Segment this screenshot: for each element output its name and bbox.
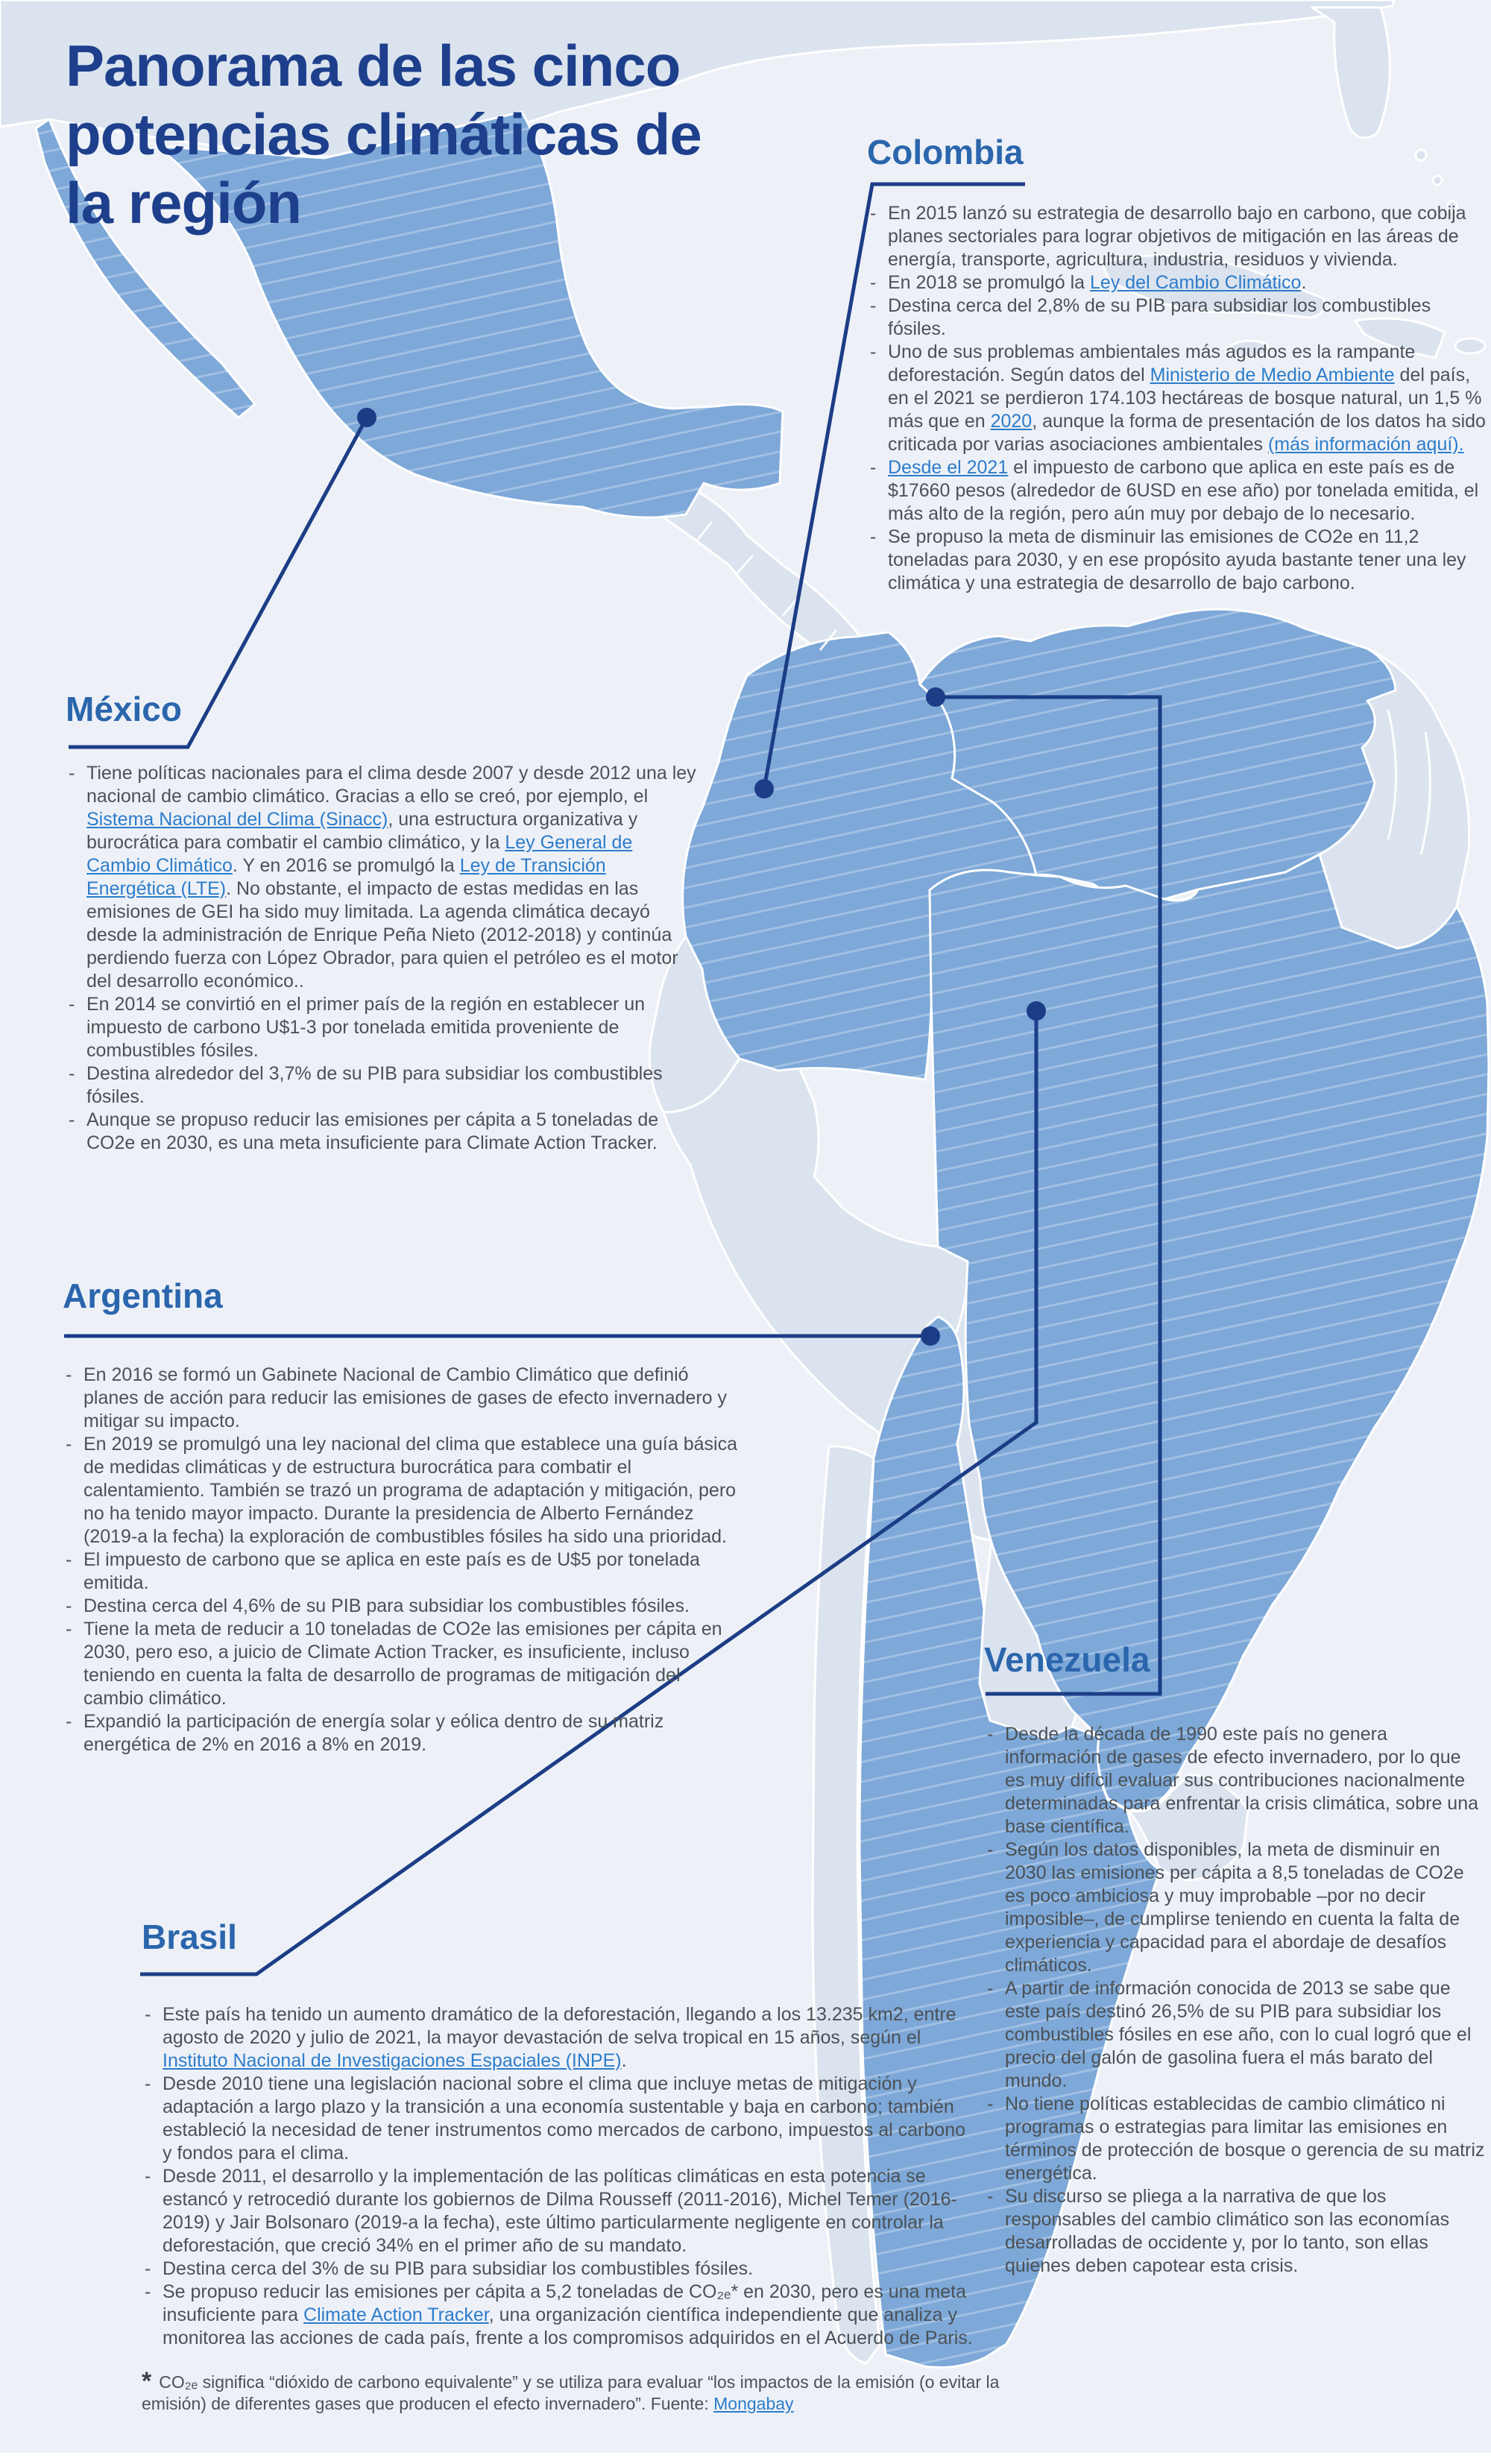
inline-link[interactable]: Sistema Nacional del Clima (Sinacc) (86, 809, 388, 830)
country-heading-venezuela: Venezuela (984, 1640, 1150, 1679)
inline-link[interactable]: Ley de Transición Energética (LTE) (86, 855, 606, 899)
text-run: . (621, 2050, 627, 2071)
inline-link[interactable]: Desde el 2021 (888, 457, 1009, 478)
bullet-item (142, 2003, 980, 2073)
bullet-item (867, 341, 1489, 456)
footnote-marker: * (142, 2367, 152, 2395)
text-run: Se propuso la meta de disminuir las emisiones de CO2e en 11,2 toneladas para 2030, y en ese propósito ayuda bastante tener una ley climática y una estrategia de desarrollo de bajo carbono. (888, 526, 1466, 593)
text-run: Tiene políticas nacionales para el clima desde 2007 y desde 2012 una ley nacional de cambio climático. Gracias a ello se creó, por ejemplo, el (86, 763, 696, 807)
page-title: Panorama de las cinco potencias climáticas de la región (66, 33, 702, 236)
bullet-item (63, 1618, 743, 1710)
inline-link[interactable]: Ley General de Cambio Climático (86, 832, 633, 876)
bullet-item (142, 2281, 980, 2350)
text-run: del país, en el 2021 se perdieron 174.103 hectáreas de bosque natural, un 1,5 % más que en (888, 365, 1482, 432)
country-bullets-argentina (63, 1364, 743, 1756)
inline-link[interactable]: 2020 (990, 411, 1033, 432)
inline-link[interactable]: Ley del Cambio Climático (1090, 272, 1302, 293)
section-mexico (66, 690, 698, 1155)
text-run: , aunque la forma de presentación de los datos ha sido criticada por varias asociaciones ambientales (888, 411, 1486, 455)
footnote (142, 2367, 1006, 2415)
map-region-florida (1312, 7, 1390, 138)
map-marker-argentina (921, 1326, 940, 1346)
bullet-item (867, 202, 1489, 271)
section-venezuela (984, 1640, 1485, 2278)
bullet-item (984, 2093, 1485, 2185)
bullet-item (63, 1595, 743, 1618)
country-heading-colombia: Colombia (867, 133, 1024, 171)
country-bullets-brasil (142, 2003, 980, 2350)
text-run: Destina cerca del 3% de su PIB para subsidiar los combustibles fósiles. (163, 2258, 754, 2279)
text-run: CO₂ₑ significa “dióxido de carbono equivalente” y se utiliza para evaluar “los impactos de la emisión (o evitar la emisión) de diferentes gases que producen el efecto invernadero”. Fuente: (142, 2372, 1000, 2413)
text-run: Destina alrededor del 3,7% de su PIB para subsidiar los combustibles fósiles. (86, 1063, 663, 1107)
text-run: , una estructura organizativa y burocrática para combatir el cambio climático, y la (86, 809, 638, 853)
text-run: Según los datos disponibles, la meta de disminuir en 2030 las emisiones per cápita a 8,5 toneladas de CO2e es poco ambiciosa y muy improbable –por no decir imposible–, de cumplirse teniendo en cuenta la falta de experiencia y capacidad para el abordaje de desafíos climáticos. (1005, 1839, 1464, 1976)
bullet-item (142, 2073, 980, 2165)
text-run: Desde la década de 1990 este país no genera información de gases de efecto invernadero, por lo que es muy difícil evaluar sus contribuciones nacionalmente determinadas para enfrentar la crisis climática, sobre una base científica. (1005, 1724, 1479, 1837)
text-run: Aunque se propuso reducir las emisiones per cápita a 5 toneladas de CO2e en 2030, es una meta insuficiente para Climate Action Tracker. (86, 1109, 659, 1153)
inline-link[interactable]: Climate Action Tracker (303, 2304, 489, 2325)
bullet-item (867, 294, 1489, 341)
country-bullets-colombia (867, 202, 1489, 595)
text-run: . No obstante, el impacto de estas medidas en las emisiones de GEI ha sido muy limitada. La agenda climática decayó desde la administración de Enrique Peña Nieto (2012-2018) y continúa perdiendo fuerza con López Obrador, para quien el petróleo es el motor del desarrollo económico.. (86, 878, 678, 992)
inline-link[interactable]: Ministerio de Medio Ambiente (1150, 365, 1395, 385)
text-run: Este país ha tenido un aumento dramático de la deforestación, llegando a los 13.235 km2, entre agosto de 2020 y julio de 2021, la mayor devastación de selva tropical en 15 años, según el (163, 2004, 956, 2048)
text-run: En 2018 se promulgó la (888, 272, 1091, 293)
text-run: En 2016 se formó un Gabinete Nacional de Cambio Climático que definió planes de acción para reducir las emisiones de gases de efecto invernadero y mitigar su impacto. (83, 1364, 728, 1431)
map-marker-venezuela (926, 687, 945, 707)
bullet-item (867, 456, 1489, 526)
inline-link[interactable]: Mongabay (713, 2394, 794, 2413)
text-run: El impuesto de carbono que se aplica en este país es de U$5 por tonelada emitida. (83, 1549, 700, 1593)
text-run: A partir de información conocida de 2013 se sabe que este país destinó 26,5% de su PIB para subsidiar los combustibles fósiles en ese año, con lo cual logró que el precio del galón de gasolina fuera el más barato del mundo. (1005, 1978, 1472, 2091)
text-run: Su discurso se pliega a la narrativa de que los responsables del cambio climático son las economías desarrolladas de occidente y, por lo tanto, son ellas quienes deben capotear esta crisis. (1005, 2186, 1450, 2276)
bullet-item (66, 993, 698, 1062)
bullet-item (63, 1710, 743, 1756)
map-marker-mexico (357, 408, 376, 427)
map-marker-brasil (1027, 1001, 1046, 1021)
country-bullets-venezuela (984, 1723, 1485, 2278)
country-heading-brasil: Brasil (142, 1918, 237, 1956)
text-run: Destina cerca del 2,8% de su PIB para subsidiar los combustibles fósiles. (888, 295, 1431, 339)
text-run: En 2019 se promulgó una ley nacional del clima que establece una guía básica de medidas climáticas y de estructura burocrática para combatir el calentamiento. También se trazó un programa de adaptación y mitigación, pero no ha tenido mayor impacto. Durante la presidencia de Alberto Fernández (2019-a la fecha) la exploración de combustibles fósiles ha sido una prioridad. (83, 1434, 737, 1547)
bullet-item (63, 1364, 743, 1433)
bullet-item (66, 1109, 698, 1155)
bullet-item (984, 1838, 1485, 1977)
text-run: Desde 2011, el desarrollo y la implementación de las políticas climáticas en esta potencia se estancó y retrocedió durante los gobiernos de Dilma Rousseff (2011-2016), Michel Temer (2016-2019) y Jair Bolsonaro (2019-a la fecha), este último particularmente negligente en controlar la deforestación, que creció 34% en el primer año de su mandato. (163, 2166, 957, 2256)
text-run: No tiene políticas establecidas de cambio climático ni programas o estrategias para limitar las emisiones en términos de protección de bosque o gerencia de su matriz energética. (1005, 2093, 1485, 2184)
bullet-item (984, 1723, 1485, 1838)
bullet-item (63, 1548, 743, 1595)
text-run: Uno de sus problemas ambientales más agudos es la rampante deforestación. Según datos del (888, 341, 1416, 385)
text-run: En 2015 lanzó su estrategia de desarrollo bajo en carbono, que cobija planes sectoriales para lograr objetivos de mitigación en las áreas de energía, transporte, agricultura, industria, residuos y vivienda. (888, 203, 1466, 270)
country-heading-argentina: Argentina (63, 1276, 223, 1315)
bullet-item (66, 1062, 698, 1109)
country-heading-mexico: México (66, 690, 182, 728)
bottom-edge-strip (0, 2453, 1491, 2464)
footnote-text (142, 2372, 999, 2413)
bullet-item (867, 526, 1489, 595)
text-run: . Y en 2016 se promulgó la (232, 855, 460, 876)
bullet-item (984, 2185, 1485, 2278)
map-marker-colombia (754, 779, 774, 798)
bullet-item (142, 2257, 980, 2281)
text-run: Desde 2010 tiene una legislación nacional sobre el clima que incluye metas de mitigación y adaptación a largo plazo y la transición a una economía sustentable y baja en carbono; también estableció la necesidad de tener instrumentos como mercados de carbono, impuestos al carbono y fondos para el clima. (163, 2073, 966, 2164)
inline-link[interactable]: Instituto Nacional de Investigaciones Espaciales (INPE) (163, 2050, 622, 2071)
text-run: Se propuso reducir las emisiones per cápita a 5,2 toneladas de CO₂ₑ* en 2030, pero es una meta insuficiente para (163, 2281, 966, 2325)
bullet-item (63, 1433, 743, 1548)
text-run: Expandió la participación de energía solar y eólica dentro de su matriz energética de 2% en 2016 a 8% en 2019. (83, 1711, 664, 1755)
section-argentina (63, 1276, 743, 1756)
text-run: Tiene la meta de reducir a 10 toneladas de CO2e las emisiones per cápita en 2030, pero eso, a juicio de Climate Action Tracker, es insuficiente, incluso teniendo en cuenta la falta de desarroll​o de programas de mitigación del cambio climático. (83, 1619, 722, 1709)
country-bullets-mexico (66, 762, 698, 1155)
text-run: el impuesto de carbono que aplica en este país es de $17660 pesos (alrededor de 6USD en ese año) por tonelada emitida, el más alto de la región, pero aún muy por debajo de lo necesario. (888, 457, 1479, 524)
text-run: Destina cerca del 4,6% de su PIB para subsidiar los combustibles fósiles. (83, 1595, 690, 1616)
text-run: . (1301, 272, 1307, 293)
bullet-item (142, 2165, 980, 2257)
section-brasil (142, 1918, 980, 2350)
text-run: En 2014 se convirtió en el primer país de la región en establecer un impuesto de carbono U$1-3 por tonelada emitida proveniente de combustibles fósiles. (86, 994, 646, 1061)
text-run: , una organización científica independiente que analiza y monitorea las acciones de cada país, frente a los compromisos adquiridos en el Acuerdo de Paris. (163, 2304, 973, 2348)
section-colombia (867, 133, 1489, 595)
bullet-item (867, 271, 1489, 294)
bullet-item (66, 762, 698, 993)
bullet-item (984, 1977, 1485, 2093)
inline-link[interactable]: (más información aquí). (1267, 434, 1464, 455)
